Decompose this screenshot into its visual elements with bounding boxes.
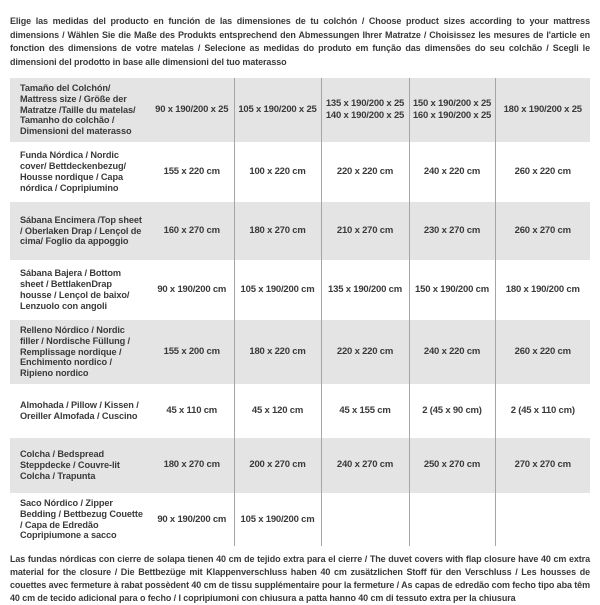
size-value-cell: 90 x 190/200 cm: [157, 283, 227, 295]
size-value-cell: 260 x 270 cm: [495, 202, 590, 260]
row-label: Saco Nórdico / Zipper Bedding / Bettbezug Couette / Capa de Edredão Copripiumone a sacco: [20, 497, 143, 541]
table-row: [10, 78, 590, 142]
size-value-cell: 240 x 270 cm: [321, 438, 409, 493]
size-value-cell: 250 x 270 cm: [409, 438, 495, 493]
size-value-cell: 220 x 220 cm: [321, 320, 409, 384]
table-row: [10, 202, 590, 260]
size-value-cell: 270 x 270 cm: [495, 438, 590, 493]
size-value-cell: 155 x 220 cm: [163, 165, 220, 177]
size-value-cell: [409, 493, 495, 546]
table-row: [10, 438, 590, 493]
size-value-cell: 180 x 190/200 x 25: [495, 78, 590, 142]
size-value-cell: 45 x 155 cm: [321, 384, 409, 438]
size-value-cell: 260 x 220 cm: [495, 142, 590, 202]
size-value-cell: 220 x 220 cm: [321, 142, 409, 202]
row-label: Sábana Bajera / Bottom sheet / BettlakenDrap housse / Lençol de baixo/ Lenzuolo con angoli: [20, 268, 130, 311]
row-label: Colcha / Bedspread Steppdecke / Couvre-lit Colcha / Trapunta: [20, 449, 120, 481]
size-value-cell: 45 x 120 cm: [234, 384, 321, 438]
footnote-text: Las fundas nórdicas con cierre de solapa tienen 40 cm de tejido extra para el cierre / The duvet covers with flap closure have 40 cm extra material for the closure / Die Bettbezüge mit Klappenverschluss haben 40 cm zusätzlichen Stoff für den Verschluss / Les housses de couettes avec fermeture à rabat possèdent 40 cm de tissu supplémentaire pour la fermeture / As capas de edredão com fecho tipo aba têm 40 cm de tecido adicional para o fecho / I copripiumoni con chiusura a patta hanno 40 cm di tessuto extra per la chiusura: [10, 554, 590, 604]
size-value-cell: 105 x 190/200 x 25: [234, 78, 321, 142]
size-value-cell: 2 (45 x 90 cm): [409, 384, 495, 438]
size-value-cell: 230 x 270 cm: [409, 202, 495, 260]
size-value-cell: 160 x 270 cm: [163, 224, 220, 236]
size-value-cell: [495, 493, 590, 546]
size-value-cell: 240 x 220 cm: [409, 320, 495, 384]
size-value-cell: 105 x 190/200 cm: [234, 260, 321, 320]
size-value-cell: [321, 493, 409, 546]
intro-text: Elige las medidas del producto en función de las dimensiones de tu colchón / Choose product sizes according to your mattress dimensions / Wählen Sie die Maße des Produkts entsprechend den Abmessungen Ihrer Matratze / Choisissez les mesures de l'article en fonction des dimensions de votre matelas / Selecione as medidas do produto em função das dimensões do seu colchão / Scegli le dimensioni del prodotto in base alle dimensioni del tuo materasso: [10, 16, 590, 67]
row-label: Tamaño del Colchón/ Mattress size / Größe der Matratze /Taille du matelas/ Tamanho do colchão / Dimensioni del materasso: [20, 83, 136, 137]
table-row: [10, 142, 590, 202]
size-value-cell: 105 x 190/200 cm: [234, 493, 321, 546]
row-label: Funda Nórdica / Nordic cover/ Bettdeckenbezug/ Housse nordique / Capa nórdica / Copripiumino: [20, 150, 126, 193]
size-value-cell: 210 x 270 cm: [321, 202, 409, 260]
row-label: Sábana Encimera /Top sheet / Oberlaken Drap / Lençol de cima/ Foglio da appoggio: [20, 214, 142, 247]
size-value-cell: 180 x 270 cm: [234, 202, 321, 260]
size-value-cell: 135 x 190/200 cm: [321, 260, 409, 320]
size-value-cell: 260 x 220 cm: [495, 320, 590, 384]
size-value-cell: 90 x 190/200 cm: [157, 513, 227, 525]
size-value-cell: 240 x 220 cm: [409, 142, 495, 202]
table-row: [10, 260, 590, 320]
size-value-cell: 2 (45 x 110 cm): [495, 384, 590, 438]
size-value-cell: 150 x 190/200 cm: [409, 260, 495, 320]
size-value-cell: 155 x 200 cm: [163, 345, 220, 357]
size-value-cell: 200 x 270 cm: [234, 438, 321, 493]
size-value-cell: 180 x 190/200 cm: [495, 260, 590, 320]
size-table-body: [10, 78, 590, 546]
table-row: [10, 384, 590, 438]
table-row: [10, 320, 590, 384]
size-value-cell: 135 x 190/200 x 25 140 x 190/200 x 25: [321, 78, 409, 142]
size-value-cell: 180 x 270 cm: [163, 459, 220, 471]
size-value-cell: 45 x 110 cm: [166, 404, 218, 416]
row-label: Almohada / Pillow / Kissen / Oreiller Almofada / Cuscino: [20, 400, 139, 421]
size-table: [10, 78, 590, 546]
size-value-cell: 100 x 220 cm: [234, 142, 321, 202]
size-value-cell: 180 x 220 cm: [234, 320, 321, 384]
size-value-cell: 90 x 190/200 x 25: [155, 103, 229, 115]
table-row: [10, 493, 590, 546]
size-value-cell: 150 x 190/200 x 25 160 x 190/200 x 25: [409, 78, 495, 142]
row-label: Relleno Nórdico / Nordic filler / Nordische Füllung / Remplissage nordique / Enchimento nordico / Ripieno nordico: [20, 324, 131, 379]
